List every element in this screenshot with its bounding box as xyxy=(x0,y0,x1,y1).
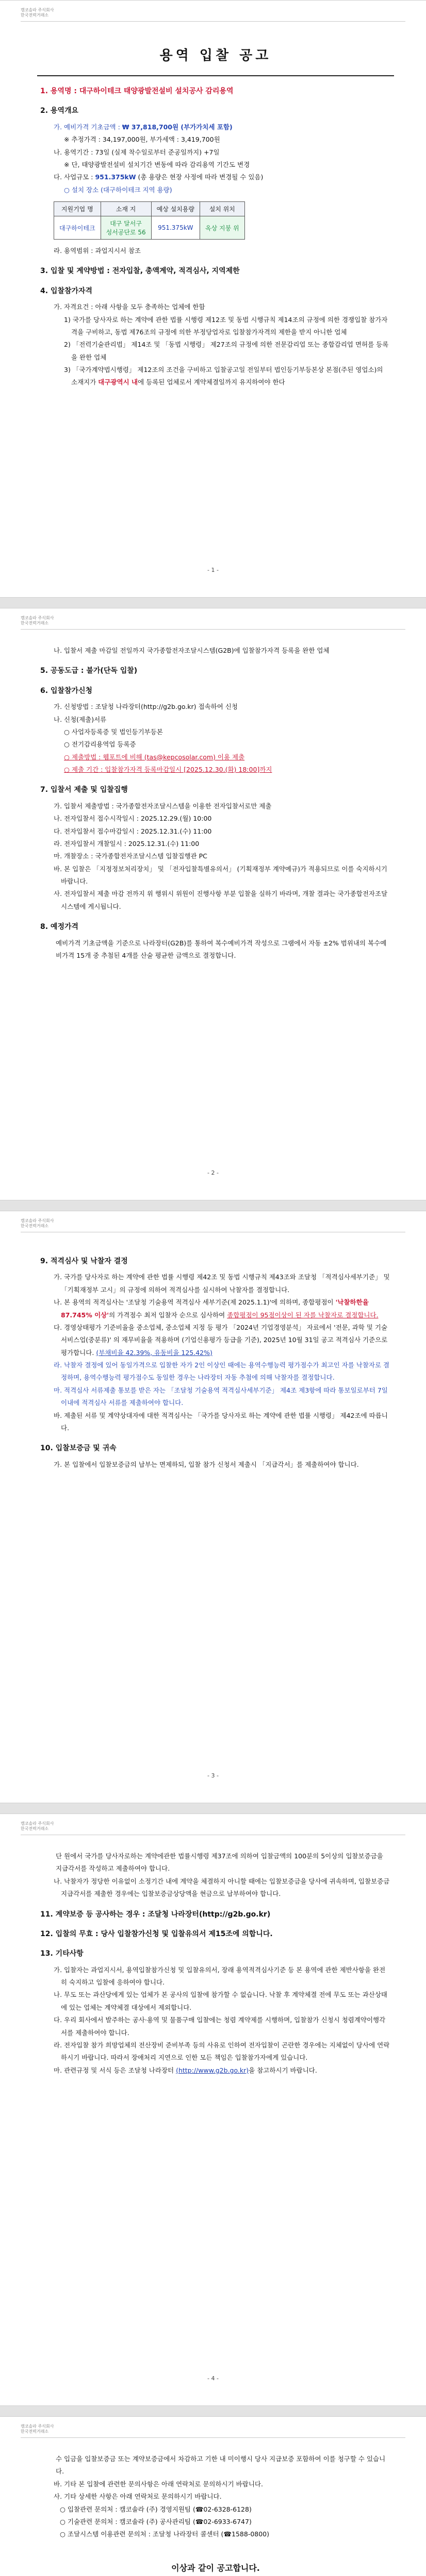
section-11-title: 11. 계약보증 등 공사하는 경우 : 조달청 나라장터(http://g2b.go.kr) xyxy=(40,1910,271,1919)
contact-1: ○ 입찰관련 문의처 : 캠코솔라 (주) 경영지원팀 (☎02-6328-6128) xyxy=(60,2505,252,2513)
title-rule xyxy=(37,75,394,76)
page-number: - 1 - xyxy=(207,567,219,573)
apply-docs: 나. 신청(제출)서류 xyxy=(54,715,107,723)
duration-note: ※ 단, 태양광발전설비 설치기간 변동에 따라 감리용역 기간도 변경 xyxy=(64,160,250,168)
page-header: 캠코솔라 주식회사 한국전력거래소 xyxy=(21,616,54,626)
document-page-1 xyxy=(0,0,426,598)
scope-line: 라. 용역범위 : 과업지시서 참조 xyxy=(54,247,141,255)
section-10-title: 10. 입찰보증금 및 귀속 xyxy=(40,1444,117,1453)
eval-b: 나. 본 용역의 적격심사는 '조달청 기술용역 적격심사 세부기준(제 2025.1.1)'에 의하며, 종합평점이 '낙찰하한율 87.745% 이상'의 가격점수 최저 입찰자 순으로 심사하여 종합평점이 95점이상이 된 자를 낙찰자로 결정합니다. xyxy=(54,1298,379,1319)
etc-b: 나. 무도 또는 과산당에게 있는 업체가 본 공사의 입찰에 참가할 수 없습니다. 낙찰 후 계약체결 전에 무도 또는 과산상태에 있는 업체는 계약체결 대상에서 제외합니다. xyxy=(54,1991,387,2011)
eval-e: 마. 적격심사 서류제출 통보를 받은 자는 「조달청 기술용역 적격심사세부기준」 제4조 제3항에 따라 통보일로부터 7일 이내에 적격심사 서류를 제출하여야 합니다. xyxy=(54,1386,388,1407)
section-13-title: 13. 기타사항 xyxy=(40,1950,84,1958)
section-7-title: 7. 입찰서 제출 및 입찰집행 xyxy=(40,786,128,794)
document-page-2 xyxy=(0,608,426,1200)
page-number: - 2 - xyxy=(207,1170,219,1176)
eligibility-a1: 1) 국가를 당사자로 하는 계약에 관한 법률 시행령 제12조 및 동법 시행규칙 제14조의 규정에 의한 경쟁입찰 참가자격을 구비하고, 동법 제76조의 규정에 의한 부정당업자로 입찰참가자격의 제한을 받지 아니한 업체 xyxy=(64,315,388,336)
document-title: 용역 입찰 공고 xyxy=(159,48,272,63)
site-table xyxy=(54,201,245,240)
budget-note: ※ 추정가격 : 34,197,000원, 부가세액 : 3,419,700원 xyxy=(64,135,220,144)
table-caption: ○ 설치 장소 (대구하이테크 지역 용량) xyxy=(64,185,172,194)
deposit-b: 나. 낙찰자가 정당한 이유없이 소정기간 내에 계약을 체결하지 아니할 때에는 입찰보증금을 당사에 귀속하며, 입찰보증금 지급각서를 제출한 경우에는 입찰보증금상당액을 현금으로 납부하여야 합니다. xyxy=(54,1877,390,1898)
page-number: - 3 - xyxy=(207,1772,219,1779)
bid-d: 라. 전자입찰서 개찰일시 : 2025.12.31.(수) 11:00 xyxy=(54,839,200,848)
etc-d: 라. 전자입찰 참가 희망업체의 전산장비 준비부족 등의 사유로 인하여 전자입찰이 곤란한 경우에는 지체없이 당사에 연락하시기 바랍니다. 따라서 장애처리 지연으로 인한 모든 책임은 입찰참가자에게 있습니다. xyxy=(54,2041,390,2062)
duration-line: 나. 용역기간 : 73일 (실제 착수일로부터 준공일까지) +7일 xyxy=(54,148,220,156)
site-table-header: 지원기업 명 소재 지 예상 설치용량 설치 위치 xyxy=(54,202,245,216)
eval-f: 바. 제출된 서류 및 계약상대자에 대한 적격심사는 「국가를 당사자로 하는 계약에 관한 법률 시행령」 제42조에 따릅니다. xyxy=(54,1411,388,1432)
etc-e: 마. 관련규정 및 서식 등은 조달청 나라장터 (http://www.g2b.go.kr)을 참고하시기 바랍니다. xyxy=(54,2066,317,2074)
header-rule xyxy=(21,21,405,22)
bid-c: 다. 전자입찰서 접수마감일시 : 2025.12.31.(수) 11:00 xyxy=(54,827,212,835)
apply-method: 가. 신청방법 : 조달청 나라장터(http://g2b.go.kr) 접속하여 신청 xyxy=(54,703,238,711)
apply-doc-4: ○ 제출 기간 : 입찰참가자격 등록마감일시 [2025.12.30.(화) 18:00]까지 xyxy=(64,766,272,774)
bid-f: 바. 본 입찰은 「지정정보처리장치」 및 「전자입찰특별유의서」 (기획재정부 계약예규)가 적용되므로 이를 숙지하시기 바랍니다. xyxy=(54,865,387,886)
document-page-4 xyxy=(0,1814,426,2406)
capacity-line: 다. 사업규모 : 951.375kW (총 용량은 현장 사정에 따라 변경될 수 있음) xyxy=(54,173,264,181)
section-3-title: 3. 입찰 및 계약방법 : 전자입찰, 총액계약, 적격심사, 지역제한 xyxy=(40,267,240,276)
bid-e: 마. 개찰장소 : 국가종합전자조달시스템 입찰집행관 PC xyxy=(54,852,207,860)
page-header: 캠코솔라 주식회사 한국전력거래소 xyxy=(21,8,54,18)
etc-c: 다. 우리 회사에서 발주하는 공사·용역 및 물품구매 입찰에는 청렴 계약제를 시행하며, 입찰참가 신청시 청렴계약이행각서를 제출하여야 합니다. xyxy=(54,2016,386,2037)
contact-2: ○ 기술관련 문의처 : 캠코솔라 (주) 공사관리팀 (☎02-6933-6747) xyxy=(60,2517,252,2526)
header-rule xyxy=(21,629,405,630)
deposit-cont: 단 원에서 국가를 당사자로하는 계약에관한 법률시행령 제37조에 의하여 입찰금액의 100분의 5이상의 입찰보증금을 지급각서를 작성하고 제출하여야 합니다. xyxy=(56,1852,383,1873)
section-4-title: 4. 입찰참가자격 xyxy=(40,286,93,295)
eval-a: 가. 국가를 당사자로 하는 계약에 관한 법률 시행령 제42조 및 동법 시행규칙 제43조와 조달청 「적격심사세부기준」 및 「기획재정부 고시」의 규정에 의하여 적격심사를 실시하여 낙찰자를 결정합니다. xyxy=(54,1273,390,1294)
document-page-3 xyxy=(0,1211,426,1803)
site-table-row: 대구하이테크 대구 달서구 성서공단로 56 951.375kW 옥상 지붕 위 xyxy=(54,216,245,240)
section-8-title: 8. 예정가격 xyxy=(40,923,79,931)
etc-cont: 수 입금을 입찰보증금 또는 계약보증금에서 차감하고 기한 내 미이행시 당사 지급보증 포함하여 이를 청구할 수 있습니다. xyxy=(56,2455,386,2476)
section-9-title: 9. 적격심사 및 낙찰자 결정 xyxy=(40,1257,128,1265)
page-number: - 4 - xyxy=(207,2375,219,2382)
section-1-title: 1. 용역명 : 대구하이테크 태양광발전설비 설치공사 감리용역 xyxy=(40,87,234,95)
closing-statement: 이상과 같이 공고합니다. xyxy=(171,2563,260,2573)
eval-d: 라. 낙찰자 결정에 있어 동일가격으로 입찰한 자가 2인 이상인 때에는 용역수행능력 평가점수가 최고인 자를 낙찰자로 결정하며, 용역수행능력 평가점수도 동일한 경우는 나라장터 자동 추첨에 의해 낙찰자를 결정합니다. xyxy=(54,1361,390,1382)
section-2-title: 2. 용역개요 xyxy=(40,107,79,115)
apply-doc-2: ○ 전기감리용역업 등록증 xyxy=(64,740,136,749)
apply-doc-3: ○ 제출방법 : 웹포트에 비해 (tas@kepcosolar.com) 이용 제출 xyxy=(64,753,245,761)
section-5-title: 5. 공동도급 : 불가(단독 입찰) xyxy=(40,667,138,675)
page-header: 캠코솔라 주식회사 한국전력거래소 xyxy=(21,1821,54,1832)
apply-doc-1: ○ 사업자등록증 및 법인등기부등본 xyxy=(64,727,163,736)
contact-3: ○ 조달시스템 이용관련 문의처 : 조달청 나라장터 콜센터 (☎1588-0800) xyxy=(60,2530,270,2538)
etc-g: 사. 기타 상세한 사항은 아래 연락처로 문의하시기 바랍니다. xyxy=(54,2493,222,2501)
eligibility-b: 나. 입찰서 제출 마감일 전일까지 국가종합전자조달시스템(G2B)에 입찰참가자격 등록을 완한 업체 xyxy=(54,647,330,654)
section-6-title: 6. 입찰참가신청 xyxy=(40,686,93,695)
etc-f: 바. 기타 본 입찰에 관련한 문의사항은 아래 연락처로 문의하시기 바랍니다. xyxy=(54,2480,263,2488)
section-12-title: 12. 입찰의 무효 : 당사 입찰참가신청 및 입찰유의서 제15조에 의합니다. xyxy=(40,1929,273,1938)
eligibility-a2: 2) 「전력기술관리법」 제14조 및 「동법 시행령」 제27조의 규정에 의한 전문감리업 또는 종합감리업 면허를 등록을 완한 업체 xyxy=(64,341,389,361)
page-header: 캠코솔라 주식회사 한국전력거래소 xyxy=(21,1218,54,1229)
eval-c: 다. 경영상태평가 기준비율을 중소업체, 중소업체 지정 등 평가 「2024년 기업경영분석」 자료에서 '전문, 과학 및 기술서비스업(중분류)' 의 재무비율을 적용하며 (기업신용평가 등급을 기준), 2025년 10월 31일 공고 적격심사 기준으로 평가합니다. (부채비율 42.39%, 유동비율 125.42%) xyxy=(54,1323,388,1357)
bid-g: 사. 전자입찰서 제출 마감 전까지 위 행위시 위원이 진행사항 부분 입찰을 실하기 바라며, 개찰 결과는 국가종합전자조달시스템에 게시됩니다. xyxy=(54,890,388,910)
document-page-5 xyxy=(0,2416,426,2576)
g2b-link[interactable]: (http://www.g2b.go.kr) xyxy=(176,2066,249,2074)
bid-a: 가. 입찰서 제출방법 : 국가종합전자조달시스템을 이용한 전자입찰서로만 제출 xyxy=(54,802,272,810)
header-rule xyxy=(21,2437,405,2438)
deposit-a: 가. 본 입찰에서 입찰보증금의 납부는 면제하되, 입찰 참가 신청서 제출시 「지급각서」를 제출하여야 합니다. xyxy=(54,1460,359,1468)
budget-line: 가. 예비가격 기초금액 : ₩ 37,818,700원 (부가가치세 포함) xyxy=(54,123,233,131)
eligibility-a: 가. 자격요건 : 아래 사항을 모두 충족하는 업체에 한함 xyxy=(54,303,205,311)
etc-a: 가. 입찰자는 과업지시서, 용역입찰참가신청 및 입찰유의서, 장래 용역적격심사기준 등 본 용역에 관한 제반사항을 완전히 숙지하고 입찰에 응하여야 합니다. xyxy=(54,1965,386,1987)
price-text: 예비가격 기초금액을 기준으로 나라장터(G2B)를 통하여 복수예비가격 작성으로 그램에서 자동 ±2% 범위내의 복수예비가격 15개 중 추첨된 4개를 산술 평균한 금액으로 결정합니다. xyxy=(56,939,387,959)
bid-b: 나. 전자입찰서 접수시작일시 : 2025.12.29.(월) 10:00 xyxy=(54,815,212,823)
eligibility-a3: 3) 「국가계약법시행령」 제12조의 조건을 구비하고 입찰공고일 전일부터 법인등기부등본상 본점(주된 영업소)의 소재지가 대구광역시 내에 등록된 업체로서 계약체결일까지 유지하여야 한다 xyxy=(64,366,383,386)
page-header: 캠코솔라 주식회사 한국전력거래소 xyxy=(21,2424,54,2434)
